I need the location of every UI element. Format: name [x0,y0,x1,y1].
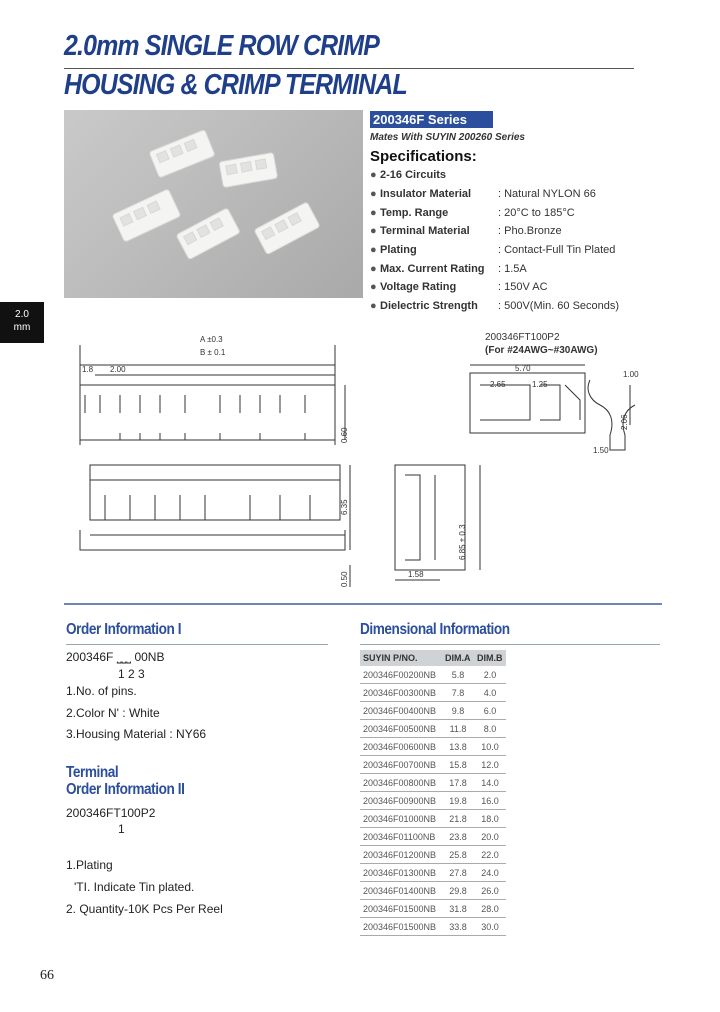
spec-value: : Natural NYLON 66 [498,188,596,200]
end-view-housing [395,465,465,570]
dim-b-cell: 30.0 [474,918,506,936]
order-info-2-title-line2: Order Information II [66,781,185,798]
dim-a-cell: 21.8 [442,810,474,828]
housing-photo-4 [176,208,240,260]
part-number-cell: 200346F01400NB [360,882,442,900]
housing-photo-2 [219,152,278,187]
table-row [360,810,506,828]
table-header-row [360,650,506,666]
bullet-icon: ● [370,263,377,275]
spec-label: Max. Current Rating [380,263,485,275]
spec-label: Plating [380,244,417,256]
part-number-cell: 200346F01100NB [360,828,442,846]
front-view-slots [85,395,305,413]
spec-value: : Contact-Full Tin Plated [498,244,616,256]
side-tab-2mm [0,302,44,343]
spec-row [370,281,548,299]
spec-label: Terminal Material [380,225,470,237]
dim-a-cell: 27.8 [442,864,474,882]
order-code-suffix: 00NB [134,650,165,664]
mates-with-text: Mates With SUYIN 200260 Series [370,132,525,143]
product-photo [64,110,363,298]
dim-a-cell: 13.8 [442,738,474,756]
part-number-cell: 200346F01500NB [360,918,442,936]
spec-row [370,188,596,206]
series-badge: 200346F Series [370,111,493,128]
table-row [360,684,506,702]
order-code-blanks: ⎵⎵⎵ [113,650,135,664]
dim-a-cell: 25.8 [442,846,474,864]
part-number-cell: 200346F00900NB [360,792,442,810]
part-number-cell: 200346F01500NB [360,900,442,918]
terminal-part-label: 200346FT100P2 [485,332,560,343]
order-info-2-line: 'TI. Indicate Tin plated. [74,880,195,894]
side-view-housing [90,465,340,520]
bullet-icon: ● [370,169,377,181]
side-view-cavities [90,480,340,520]
order-info-1-line: 3.Housing Material : NY66 [66,727,207,741]
dim-a-cell: 7.8 [442,684,474,702]
dimensional-info-underline [360,644,660,645]
dim-b-cell: 10.0 [474,738,506,756]
dim-b-cell: 28.0 [474,900,506,918]
bullet-icon: ● [370,225,377,237]
table-row [360,666,506,684]
dim-b-cell: 18.0 [474,810,506,828]
spec-row [370,225,562,243]
front-view-housing [80,385,335,440]
part-number-cell: 200346F01200NB [360,846,442,864]
table-row [360,846,506,864]
specifications-heading: Specifications: [370,148,477,165]
part-number-cell: 200346F00600NB [360,738,442,756]
part-number-cell: 200346F00300NB [360,684,442,702]
dim-b-label: B ± 0.1 [200,348,226,357]
dim-a-cell: 31.8 [442,900,474,918]
section-divider [64,603,662,605]
dim-a-cell: 15.8 [442,756,474,774]
page-title-line1: 2.0mm SINGLE ROW CRIMP [64,30,380,62]
dim-b-cell: 12.0 [474,756,506,774]
table-row [360,720,506,738]
side-view-base [80,530,345,550]
dim-b-cell: 26.0 [474,882,506,900]
terminal-dim-e: 1.50 [593,446,609,455]
side-width-label: 1.58 [408,570,424,579]
spec-value: : 1.5A [498,263,527,275]
terminal-length-label: 5.70 [515,364,531,373]
dim-a-cell: 23.8 [442,828,474,846]
dim-a-cell: 33.8 [442,918,474,936]
pitch-label-1: 1.8 [82,365,94,374]
spec-value: : Pho.Bronze [498,225,562,237]
dim-b-cell: 6.0 [474,702,506,720]
table-row [360,918,506,936]
table-row [360,864,506,882]
dim-a-label: A ±0.3 [200,335,223,344]
part-number-cell: 200346F00500NB [360,720,442,738]
spec-value: : 20°C to 185°C [498,207,575,219]
height-050-label: 0.50 [340,571,349,587]
bullet-icon: ● [370,244,377,256]
table-row [360,792,506,810]
bullet-icon: ● [370,188,377,200]
dim-b-cell: 4.0 [474,684,506,702]
pitch-label-2: 2.00 [110,365,126,374]
part-number-cell: 200346F01000NB [360,810,442,828]
dim-a-cell: 19.8 [442,792,474,810]
page-number: 66 [40,968,54,983]
order-info-2-title-line1: Terminal [66,764,119,781]
side-tab-line2: mm [13,322,31,333]
table-row [360,738,506,756]
order-info-1-markers: 1 2 3 [118,667,145,681]
dim-a-cell: 29.8 [442,882,474,900]
dim-a-cell: 11.8 [442,720,474,738]
order-info-2-line: 2. Quantity-10K Pcs Per Reel [66,902,223,916]
height-060-label: 0.60 [340,427,349,443]
page-title-line2: HOUSING & CRIMP TERMINAL [64,69,407,101]
dim-b-cell: 24.0 [474,864,506,882]
bullet-icon: ● [370,281,377,293]
dim-a-cell: 9.8 [442,702,474,720]
dimensional-info-title: Dimensional Information [360,621,510,638]
terminal-dim-b: 1.25 [532,380,548,389]
housing-photo-3 [112,189,181,242]
spec-label: Dielectric Strength [380,300,478,312]
order-info-1-line: 1.No. of pins. [66,684,137,698]
dim-b-cell: 22.0 [474,846,506,864]
dimensional-table [360,650,506,936]
table-row [360,756,506,774]
spec-row [370,300,619,318]
spec-label: Temp. Range [380,207,449,219]
side-height-label: 6.85 ± 0.3 [458,524,467,560]
spec-row [370,263,527,281]
terminal-dim-c: 1.00 [623,370,639,379]
bullet-icon: ● [370,300,377,312]
table-row [360,900,506,918]
order-info-1-underline [66,644,328,645]
table-row [360,774,506,792]
dim-b-cell: 16.0 [474,792,506,810]
spec-value: : 500V(Min. 60 Seconds) [498,300,620,312]
technical-drawing [60,325,660,595]
order-info-1-title: Order Information I [66,621,182,638]
end-view-latch [405,475,435,560]
terminal-awg-label: (For #24AWG~#30AWG) [485,345,598,356]
spec-label: Voltage Rating [380,281,457,293]
front-view-extension-lines [80,345,335,445]
dim-b-cell: 14.0 [474,774,506,792]
order-info-1-line: 2.Color N' : White [66,706,160,720]
order-info-2-code: 200346FT100P2 [66,806,156,820]
order-code-prefix: 200346F [66,650,114,664]
front-view-ticks [120,433,305,440]
dim-b-cell: 20.0 [474,828,506,846]
spec-row [370,207,575,225]
order-info-2-line: 1.Plating [66,858,113,872]
spec-row [370,244,615,262]
dim-b-cell: 8.0 [474,720,506,738]
spec-row [370,169,498,187]
title-divider [64,68,634,69]
terminal-dim-d: 2.06 [620,414,629,430]
order-info-2-marker: 1 [118,822,125,836]
column-header: DIM.B [474,650,506,666]
height-635-label: 6.35 [340,499,349,515]
part-number-cell: 200346F00200NB [360,666,442,684]
terminal-dim-a: 2.65 [490,380,506,389]
bullet-icon: ● [370,207,377,219]
spec-label: Insulator Material [380,188,472,200]
dim-a-cell: 5.8 [442,666,474,684]
order-info-1-code [66,650,164,665]
side-tab-line1: 2.0 [15,309,29,320]
part-number-cell: 200346F00400NB [360,702,442,720]
column-header: DIM.A [442,650,474,666]
column-header: SUYIN P/NO. [360,650,442,666]
part-number-cell: 200346F01300NB [360,864,442,882]
spec-label: 2-16 Circuits [380,169,447,181]
housing-photo-1 [149,130,215,178]
spec-value: : 150V AC [498,281,548,293]
table-row [360,882,506,900]
part-number-cell: 200346F00800NB [360,774,442,792]
terminal-drawing [470,373,585,433]
housing-photo-5 [254,202,320,255]
dim-a-cell: 17.8 [442,774,474,792]
terminal-contour [480,385,580,420]
table-row [360,828,506,846]
part-number-cell: 200346F00700NB [360,756,442,774]
table-row [360,702,506,720]
dim-b-cell: 2.0 [474,666,506,684]
